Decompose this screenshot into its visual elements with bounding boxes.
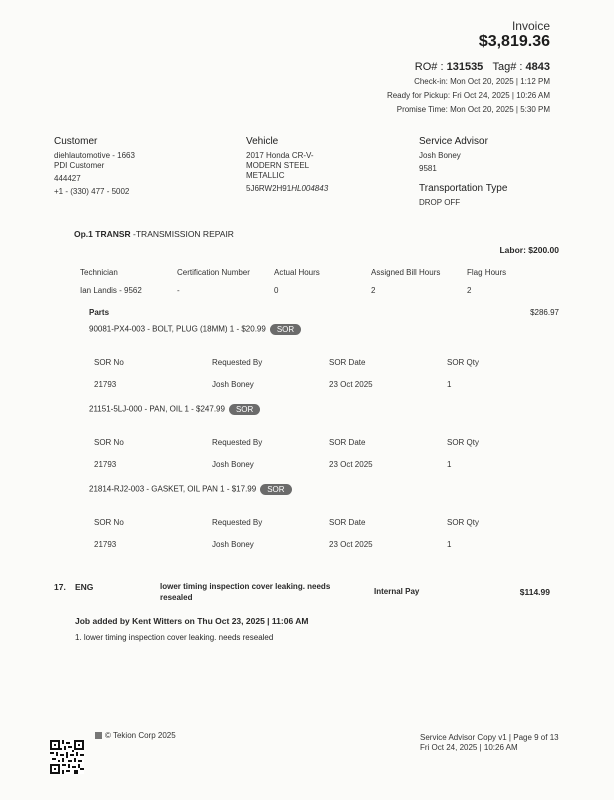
tech-header-flag: Flag Hours xyxy=(467,268,507,277)
customer-phone: +1 - (330) 477 - 5002 xyxy=(54,187,130,196)
sor-header-date: SOR Date xyxy=(329,518,366,527)
sor-header-qty: SOR Qty xyxy=(447,438,480,447)
vehicle-vin xyxy=(246,184,328,193)
promise-time: Promise Time: Mon Oct 20, 2025 | 5:30 PM xyxy=(396,105,550,114)
footer-brand xyxy=(95,731,176,740)
sor-badge: SOR xyxy=(260,484,291,495)
invoice-total: $3,819.36 xyxy=(478,33,550,50)
transport-title: Transportation Type xyxy=(419,183,508,194)
tech-cell-technician: Ian Landis - 9562 xyxy=(80,286,142,295)
op1-title xyxy=(74,229,234,239)
checkin-time: Check-in: Mon Oct 20, 2025 | 1:12 PM xyxy=(414,77,550,86)
op1-desc: -TRANSMISSION REPAIR xyxy=(130,229,234,239)
sor-cell-date: 23 Oct 2025 xyxy=(329,380,373,389)
part-description: 21151-5LJ-000 - PAN, OIL 1 - $247.99 xyxy=(89,404,225,414)
part-line xyxy=(89,484,292,495)
sor-header-qty: SOR Qty xyxy=(447,518,480,527)
customer-title: Customer xyxy=(54,136,98,147)
sor-cell-no: 21793 xyxy=(94,460,117,469)
vin-prefix: 5J6RW2H91 xyxy=(246,184,292,193)
customer-account: diehlautomotive - 1663 xyxy=(54,151,135,160)
ro-tag-line xyxy=(415,61,550,73)
part-line xyxy=(89,404,260,415)
qr-code xyxy=(50,740,84,774)
part-description: 90081-PX4-003 - BOLT, PLUG (18MM) 1 - $20.99 xyxy=(89,324,266,334)
job-pay-type: Internal Pay xyxy=(374,587,420,596)
job-desc-line-2: resealed xyxy=(160,593,193,602)
tech-header-assigned: Assigned Bill Hours xyxy=(371,268,441,277)
job-note: 1. lower timing inspection cover leaking. needs resealed xyxy=(75,633,274,642)
vehicle-line-2: MODERN STEEL xyxy=(246,161,310,170)
sor-cell-qty: 1 xyxy=(447,460,452,469)
parts-total: $286.97 xyxy=(530,308,559,317)
op1-code: Op.1 TRANSR xyxy=(74,229,131,239)
invoice-label: Invoice xyxy=(511,19,550,33)
sor-header-qty: SOR Qty xyxy=(447,358,480,367)
ro-label: RO# : xyxy=(414,61,444,73)
tag-label: Tag# : xyxy=(492,61,523,73)
sor-badge: SOR xyxy=(229,404,260,415)
job-added-by: Job added by Kent Witters on Thu Oct 23, 2025 | 11:06 AM xyxy=(75,616,309,626)
tech-header-technician: Technician xyxy=(80,268,118,277)
job-amount: $114.99 xyxy=(519,587,550,597)
customer-name: PDI Customer xyxy=(54,161,105,170)
footer-copy-info: Service Advisor Copy v1 | Page 9 of 13 xyxy=(420,733,559,742)
tech-header-actual: Actual Hours xyxy=(274,268,320,277)
vin-suffix: HL004843 xyxy=(291,184,329,193)
sor-header-date: SOR Date xyxy=(329,358,366,367)
sor-cell-no: 21793 xyxy=(94,540,117,549)
vehicle-title: Vehicle xyxy=(246,136,279,147)
footer-copyright: © Tekion Corp 2025 xyxy=(105,731,176,740)
tech-header-cert: Certification Number xyxy=(177,268,250,277)
sor-cell-qty: 1 xyxy=(447,540,452,549)
advisor-title: Service Advisor xyxy=(419,136,488,147)
sor-header-no: SOR No xyxy=(94,358,124,367)
transport-value: DROP OFF xyxy=(419,198,461,207)
tech-cell-cert: - xyxy=(177,286,180,295)
part-line xyxy=(89,324,301,335)
vehicle-line-1: 2017 Honda CR-V- xyxy=(246,151,314,160)
sor-cell-date: 23 Oct 2025 xyxy=(329,540,373,549)
tech-cell-actual: 0 xyxy=(274,286,279,295)
tech-cell-assigned: 2 xyxy=(371,286,376,295)
vehicle-line-3: METALLIC xyxy=(246,171,285,180)
sor-cell-no: 21793 xyxy=(94,380,117,389)
ro-number: 131535 xyxy=(446,61,484,73)
job-code: ENG xyxy=(75,582,94,592)
customer-number: 444427 xyxy=(54,174,81,183)
sor-cell-requested: Josh Boney xyxy=(212,380,254,389)
tekion-logo-icon xyxy=(95,732,102,739)
sor-badge: SOR xyxy=(270,324,301,335)
job-number: 17. xyxy=(54,582,66,592)
job-desc-line-1: lower timing inspection cover leaking. needs xyxy=(160,582,331,591)
sor-header-no: SOR No xyxy=(94,438,124,447)
parts-label: Parts xyxy=(89,308,110,317)
advisor-id: 9581 xyxy=(419,164,437,173)
footer-timestamp: Fri Oct 24, 2025 | 10:26 AM xyxy=(420,743,518,752)
advisor-name: Josh Boney xyxy=(419,151,461,160)
sor-header-requested: Requested By xyxy=(212,518,263,527)
sor-cell-requested: Josh Boney xyxy=(212,460,254,469)
ready-for-pickup-time: Ready for Pickup: Fri Oct 24, 2025 | 10:26 AM xyxy=(386,91,550,100)
sor-cell-requested: Josh Boney xyxy=(212,540,254,549)
tech-cell-flag: 2 xyxy=(467,286,472,295)
tag-number: 4843 xyxy=(525,61,550,73)
op1-labor: Labor: $200.00 xyxy=(499,245,559,255)
part-description: 21814-RJ2-003 - GASKET, OIL PAN 1 - $17.99 xyxy=(89,484,257,494)
sor-header-date: SOR Date xyxy=(329,438,366,447)
sor-cell-qty: 1 xyxy=(447,380,452,389)
sor-header-requested: Requested By xyxy=(212,438,263,447)
sor-cell-date: 23 Oct 2025 xyxy=(329,460,373,469)
sor-header-requested: Requested By xyxy=(212,358,263,367)
sor-header-no: SOR No xyxy=(94,518,124,527)
